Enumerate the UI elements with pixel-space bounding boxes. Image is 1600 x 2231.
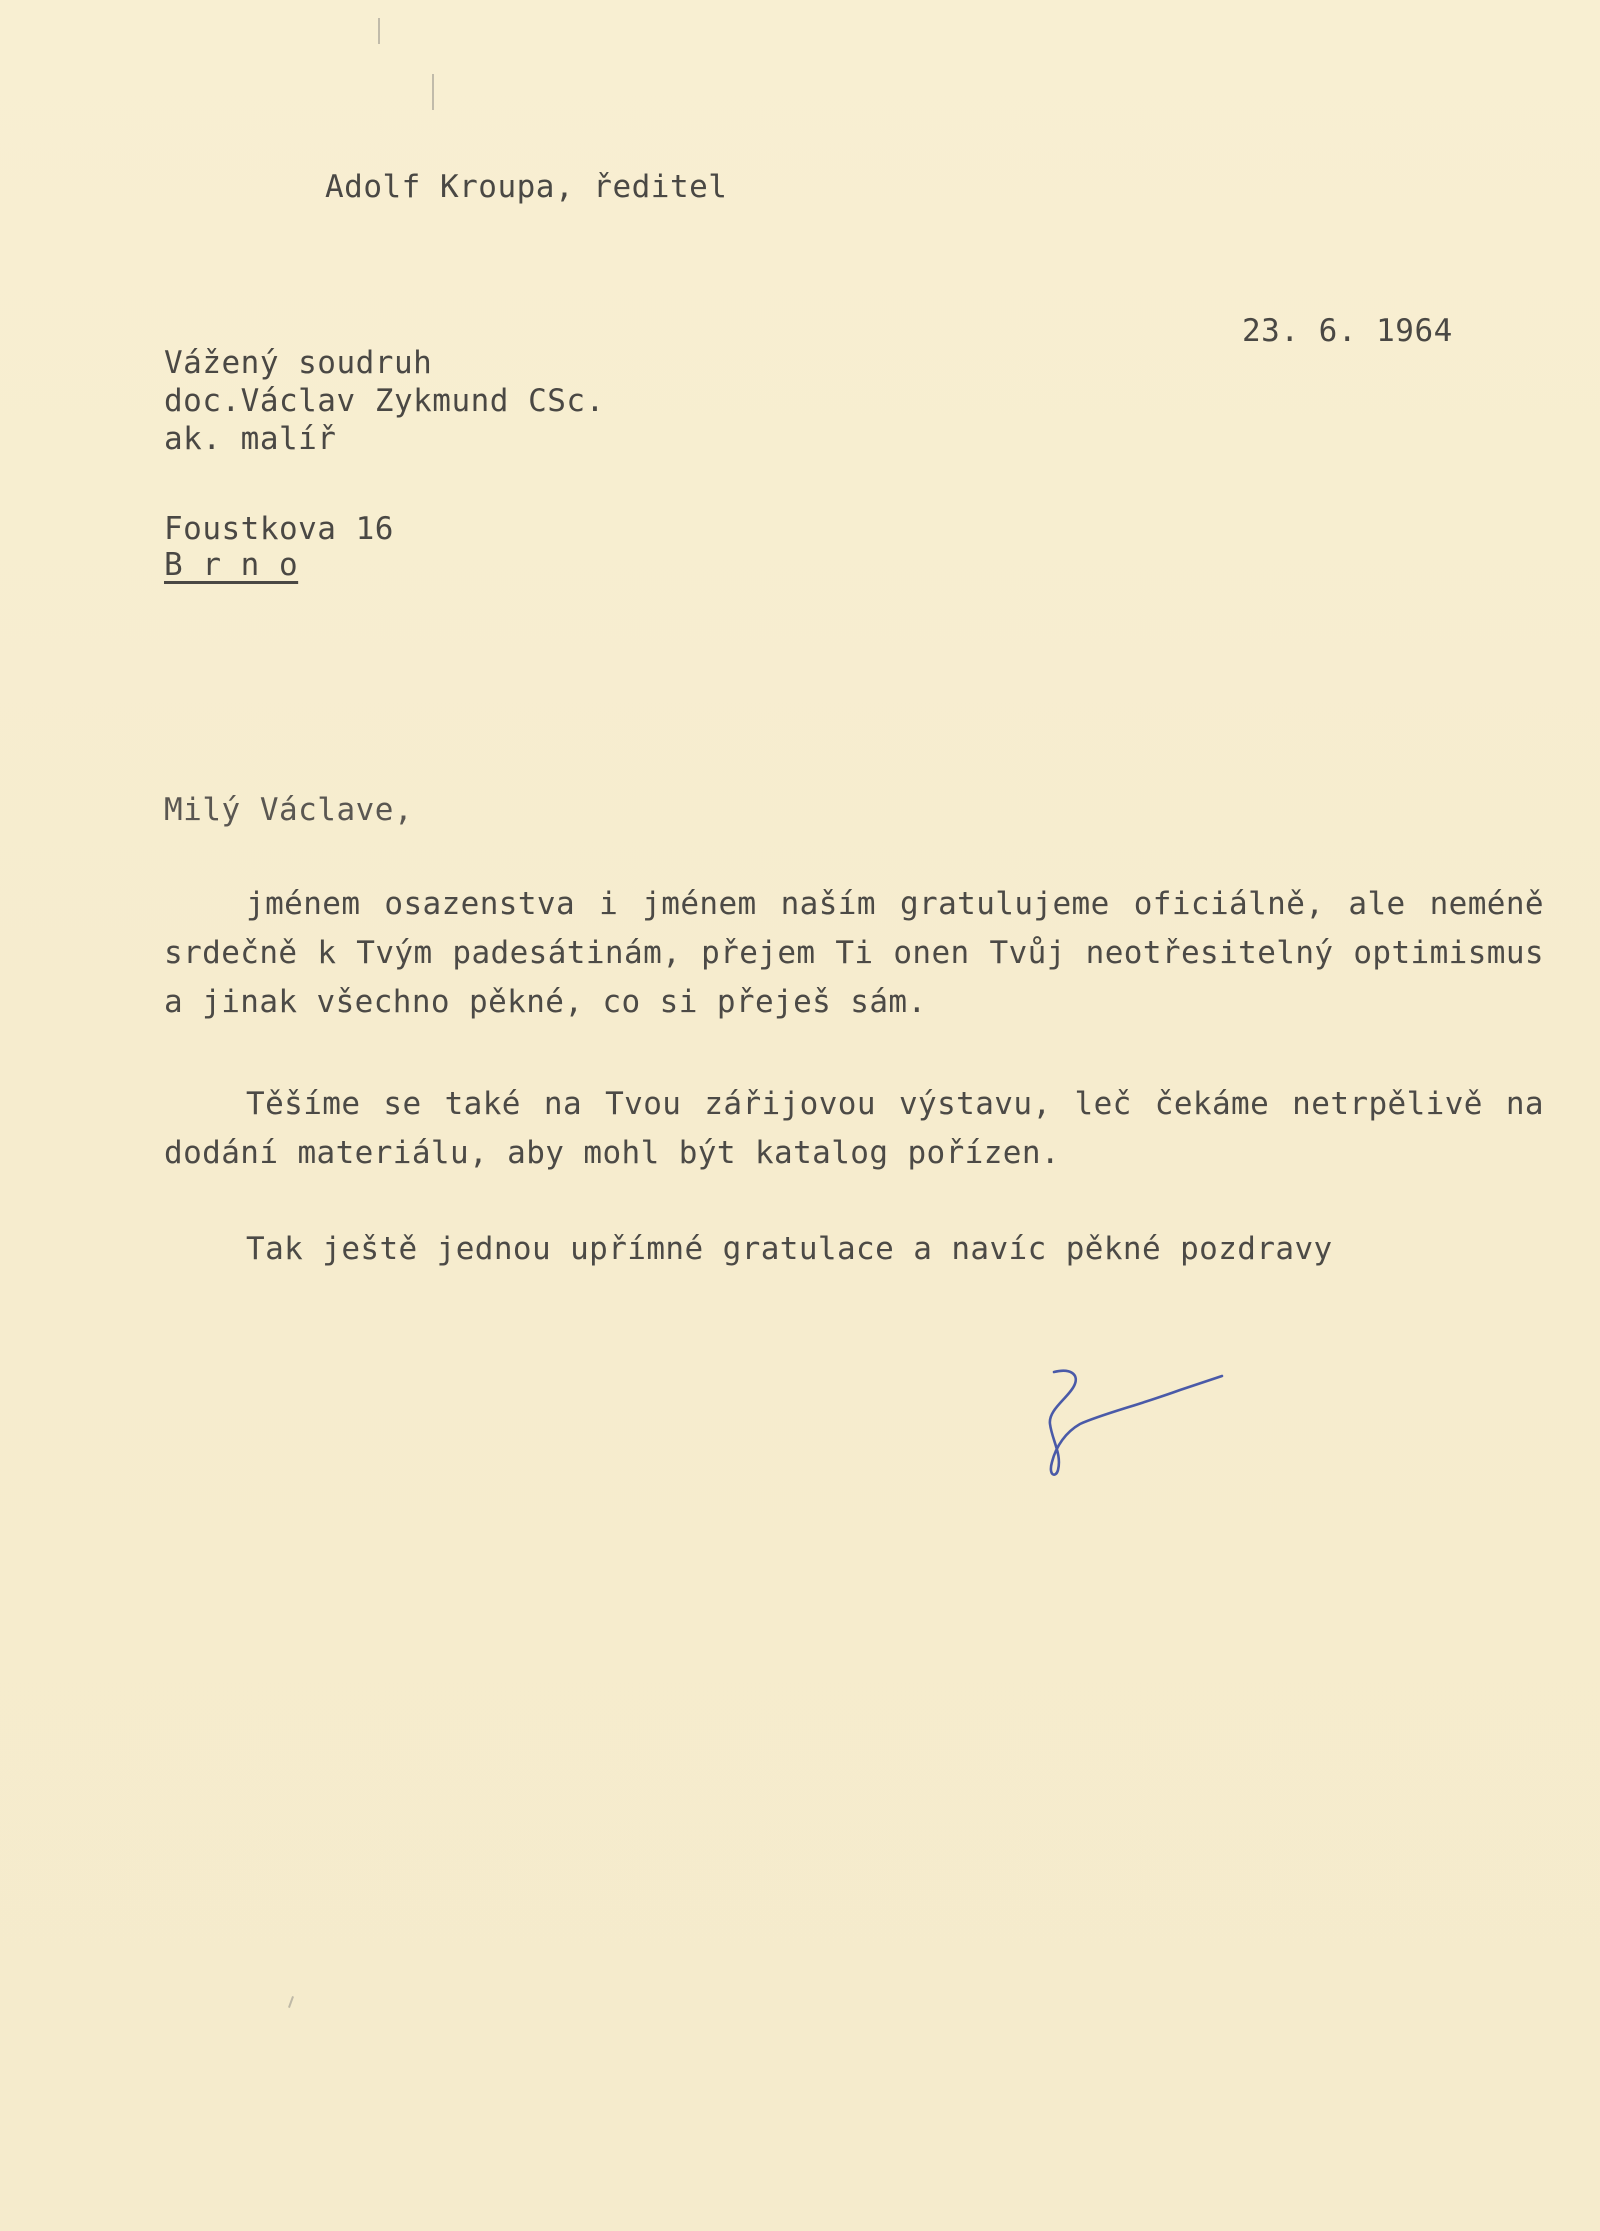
letter-date: 23. 6. 1964 bbox=[1242, 313, 1453, 349]
handwritten-signature bbox=[1040, 1362, 1240, 1482]
recipient-title: ak. malíř bbox=[164, 421, 337, 457]
greeting: Milý Václave, bbox=[164, 792, 414, 828]
recipient-name: doc.Václav Zykmund CSc. bbox=[164, 383, 605, 419]
stray-mark bbox=[288, 1996, 294, 2008]
top-edge-mark bbox=[432, 74, 434, 110]
paragraph: Tak ještě jednou upřímné gratulace a navíc pěkné pozdravy bbox=[246, 1231, 1333, 1267]
sender-line: Adolf Kroupa, ředitel bbox=[325, 169, 728, 205]
paragraph: Těšíme se také na Tvou zářijovou výstavu, leč čekáme netrpělivě na dodání materiálu, aby mohl být katalog pořízen. bbox=[164, 1086, 1544, 1171]
recipient-street: Foustkova 16 bbox=[164, 511, 394, 547]
paragraph: jménem osazenstva i jménem naším gratulujeme oficiálně, ale neméně srdečně k Tvým padesátinám, přejem Ti onen Tvůj neotřesitelný optimismus a jinak všechno pěkné, co si přeješ sám. bbox=[164, 886, 1544, 1020]
recipient-city: B r n o bbox=[164, 547, 299, 583]
top-edge-mark bbox=[378, 18, 380, 44]
recipient-salutation: Vážený soudruh bbox=[164, 345, 433, 381]
